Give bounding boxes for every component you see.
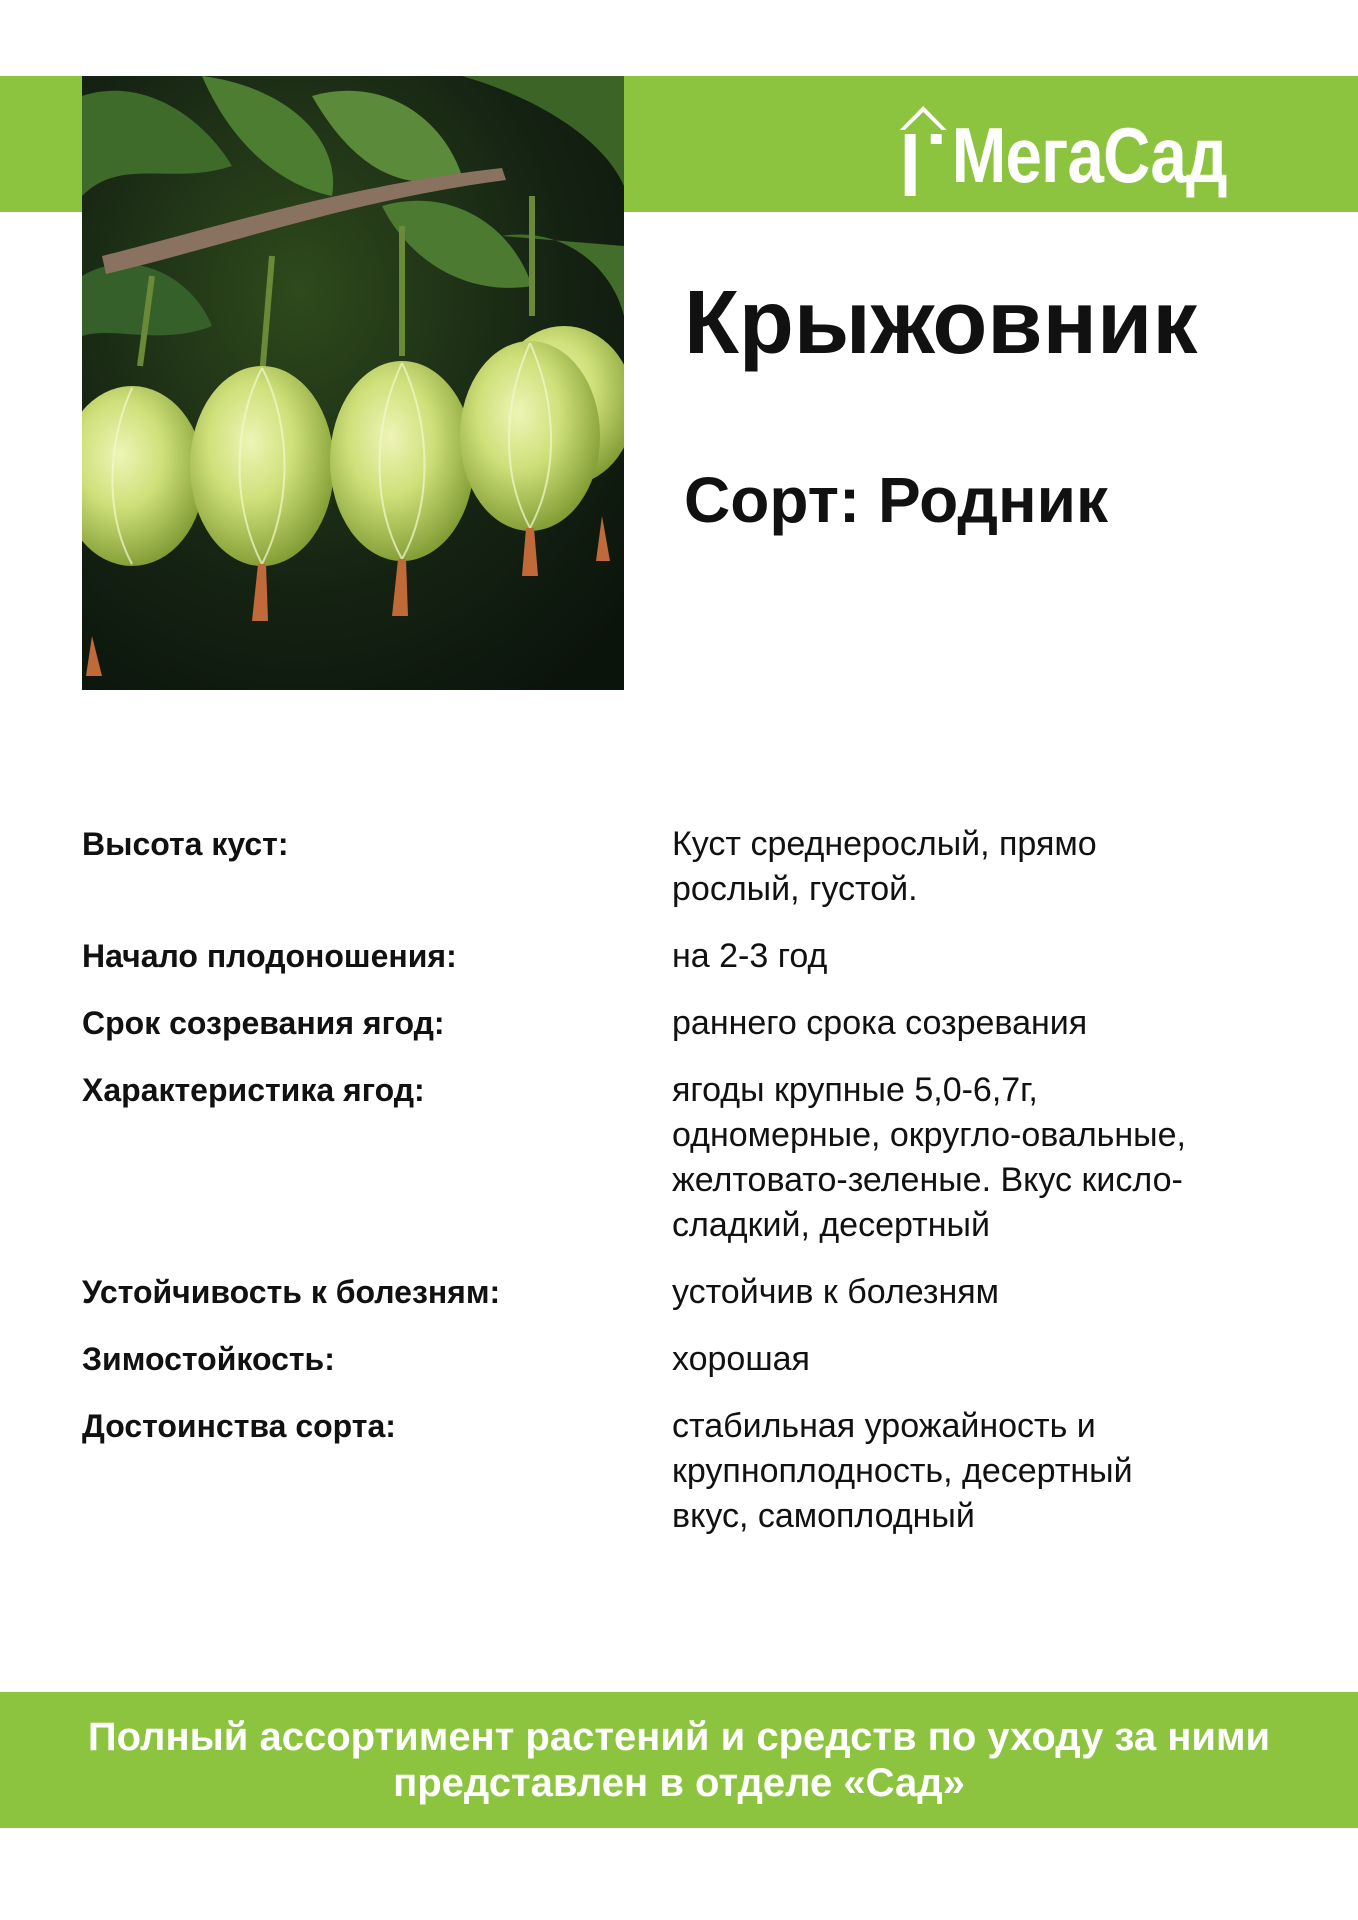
spec-row-berries	[82, 1068, 1282, 1248]
spec-row-advantages	[82, 1404, 1282, 1539]
spec-label: Срок созревания ягод:	[82, 1005, 445, 1041]
spec-label: Высота куст:	[82, 826, 289, 862]
spec-row-disease-resistance	[82, 1270, 1282, 1315]
spec-label: Характеристика ягод:	[82, 1072, 425, 1108]
spec-row-fruiting-start	[82, 934, 1282, 979]
product-title: Крыжовник	[684, 273, 1198, 373]
house-icon	[898, 104, 948, 198]
spec-value: раннего срока созревания	[672, 1004, 1088, 1042]
spec-value: Куст среднерослый, прямо рослый, густой.	[672, 825, 1097, 908]
spec-label: Начало плодоношения:	[82, 938, 457, 974]
spec-value: устойчив к болезням	[672, 1273, 1000, 1311]
spec-row-winter-hardiness	[82, 1337, 1282, 1382]
footer-line-2: представлен в отделе «Сад»	[393, 1761, 965, 1805]
spec-label: Зимостойкость:	[82, 1341, 335, 1377]
spec-value: стабильная урожайность и крупноплодность, десертный вкус, самоплодный	[672, 1407, 1133, 1535]
spec-label: Устойчивость к болезням:	[82, 1274, 501, 1310]
brand-name: МегаСад	[951, 111, 1227, 199]
footer-line-1: Полный ассортимент растений и средств по уходу за ними	[87, 1715, 1271, 1759]
spec-value: хорошая	[672, 1340, 810, 1378]
brand-logo	[898, 86, 1227, 198]
spec-row-height	[82, 822, 1282, 912]
gooseberry-photo	[82, 76, 624, 690]
footer-band	[0, 1692, 1358, 1828]
spec-row-ripening	[82, 1001, 1282, 1046]
specs-table	[82, 822, 1282, 1561]
spec-label: Достоинства сорта:	[82, 1408, 396, 1444]
spec-value: на 2-3 год	[672, 937, 828, 975]
spec-value: ягоды крупные 5,0-6,7г, одномерные, округло-овальные, желтовато-зеленые. Вкус кисло- сладкий, десертный	[672, 1071, 1186, 1244]
variety-title: Сорт: Родник	[684, 464, 1108, 536]
